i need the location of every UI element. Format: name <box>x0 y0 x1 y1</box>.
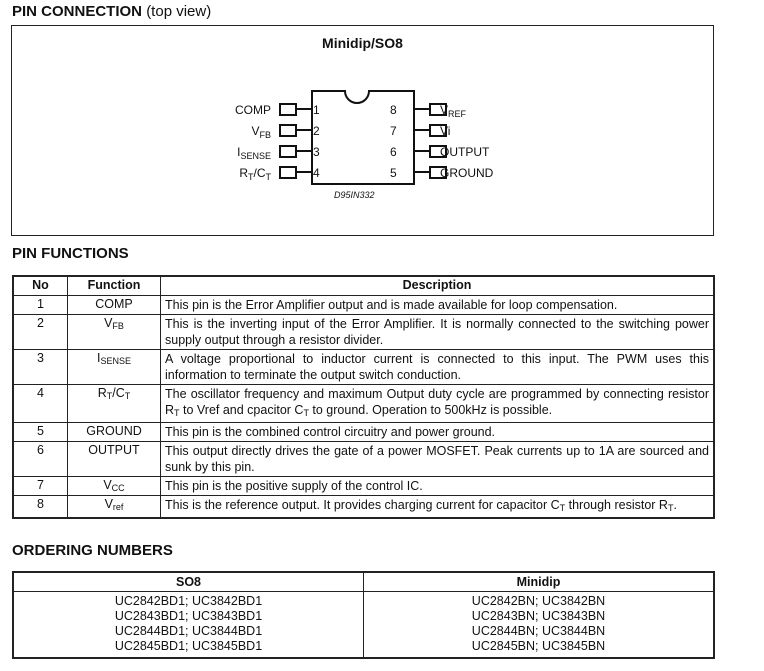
pin-number-cell: 5 <box>13 423 68 442</box>
table-row <box>13 496 714 519</box>
table-row <box>13 385 714 423</box>
description-cell: The oscillator frequency and maximum Output duty cycle are programmed by connecting resistor $R_T$ to Vref and cpacitor $C_T$ to ground. Operation to 500kHz is possible. <box>161 385 715 423</box>
pin-lead-3 <box>280 146 296 157</box>
pin-label-6: OUTPUT <box>440 145 490 159</box>
pin-label-7: Vi <box>440 124 451 138</box>
chip-body <box>312 91 414 184</box>
pin-lead-4 <box>280 167 296 178</box>
pin-label-8: $V_{REF}$ <box>440 103 467 119</box>
pin-functions-title: PIN FUNCTIONS <box>12 245 129 262</box>
part-number: UC2844BN; UC3844BN <box>471 624 606 638</box>
pin-number-cell: 8 <box>13 496 68 519</box>
pin-number-8: 8 <box>390 103 397 117</box>
part-number: UC2845BD1; UC3845BD1 <box>114 639 263 653</box>
table-header-row <box>13 276 714 296</box>
package-title: Minidip/SO8 <box>322 35 403 51</box>
description-cell: A voltage proportional to inductor current is connected to this input. The PWM uses this information to terminate the output switch conduction. <box>161 350 715 385</box>
table-row <box>13 592 714 659</box>
pin-connection-subtitle: (top view) <box>146 3 212 20</box>
pin-number-4: 4 <box>313 166 320 180</box>
pin-lead-1 <box>280 104 296 115</box>
pin-label-5: GROUND <box>440 166 494 180</box>
pin-connection-heading <box>12 3 211 20</box>
header-so8: SO8 <box>13 572 364 592</box>
pin-number-cell: 2 <box>13 315 68 350</box>
header-no: No <box>13 276 68 296</box>
header-description: Description <box>161 276 715 296</box>
table-row <box>13 423 714 442</box>
table-row <box>13 442 714 477</box>
function-cell: $I_{SENSE}$ <box>68 350 161 385</box>
pin-label-2: $V_{FB}$ <box>251 124 271 140</box>
pin-number-1: 1 <box>313 103 320 117</box>
minidip-list <box>364 592 715 659</box>
pin-number-5: 5 <box>390 166 397 180</box>
pin-lead-2 <box>280 125 296 136</box>
pin-label-1: COMP <box>235 103 271 117</box>
pin-functions-table <box>12 275 715 519</box>
pin-number-6: 6 <box>390 145 397 159</box>
ordering-numbers-title: ORDERING NUMBERS <box>12 542 173 559</box>
so8-list <box>13 592 364 659</box>
function-cell: $R_T/C_T$ <box>68 385 161 423</box>
chip-diagram <box>12 26 715 237</box>
function-cell: $V_{CC}$ <box>68 477 161 496</box>
pin-number-cell: 7 <box>13 477 68 496</box>
part-number: UC2842BD1; UC3842BD1 <box>114 594 263 608</box>
part-number: UC2843BN; UC3843BN <box>471 609 606 623</box>
part-number: UC2843BD1; UC3843BD1 <box>114 609 263 623</box>
drawing-code: D95IN332 <box>334 190 375 200</box>
description-cell: This output directly drives the gate of a power MOSFET. Peak currents up to 1A are sourced and sunk by this pin. <box>161 442 715 477</box>
description-cell: This is the reference output. It provides charging current for capacitor $C_T$ through resistor $R_T$. <box>161 496 715 519</box>
function-cell: GROUND <box>68 423 161 442</box>
pin-connection-box <box>11 25 714 236</box>
description-cell: This pin is the Error Amplifier output and is made available for loop compensation. <box>161 296 715 315</box>
table-header-row <box>13 572 714 592</box>
part-number: UC2845BN; UC3845BN <box>471 639 606 653</box>
part-number: UC2844BD1; UC3844BD1 <box>114 624 263 638</box>
header-minidip: Minidip <box>364 572 715 592</box>
header-function: Function <box>68 276 161 296</box>
function-cell: COMP <box>68 296 161 315</box>
pin-label-3: $I_{SENSE}$ <box>237 145 271 161</box>
pin-number-cell: 6 <box>13 442 68 477</box>
description-cell: This pin is the combined control circuitry and power ground. <box>161 423 715 442</box>
table-row <box>13 315 714 350</box>
function-cell: $V_{FB}$ <box>68 315 161 350</box>
description-cell: This is the inverting input of the Error Amplifier. It is normally connected to the switching power supply output through a resistor divider. <box>161 315 715 350</box>
ordering-numbers-table <box>12 571 715 659</box>
function-cell: $V_{ref}$ <box>68 496 161 519</box>
function-cell: OUTPUT <box>68 442 161 477</box>
pin-label-4: $R_T/C_T$ <box>239 166 271 182</box>
table-row <box>13 296 714 315</box>
pin-connection-title: PIN CONNECTION <box>12 3 143 20</box>
table-row <box>13 350 714 385</box>
pin-number-3: 3 <box>313 145 320 159</box>
pin-number-cell: 1 <box>13 296 68 315</box>
pin-number-2: 2 <box>313 124 320 138</box>
description-cell: This pin is the positive supply of the control IC. <box>161 477 715 496</box>
part-number: UC2842BN; UC3842BN <box>471 594 606 608</box>
pin-number-cell: 3 <box>13 350 68 385</box>
pin-number-cell: 4 <box>13 385 68 423</box>
pin-number-7: 7 <box>390 124 397 138</box>
table-row <box>13 477 714 496</box>
